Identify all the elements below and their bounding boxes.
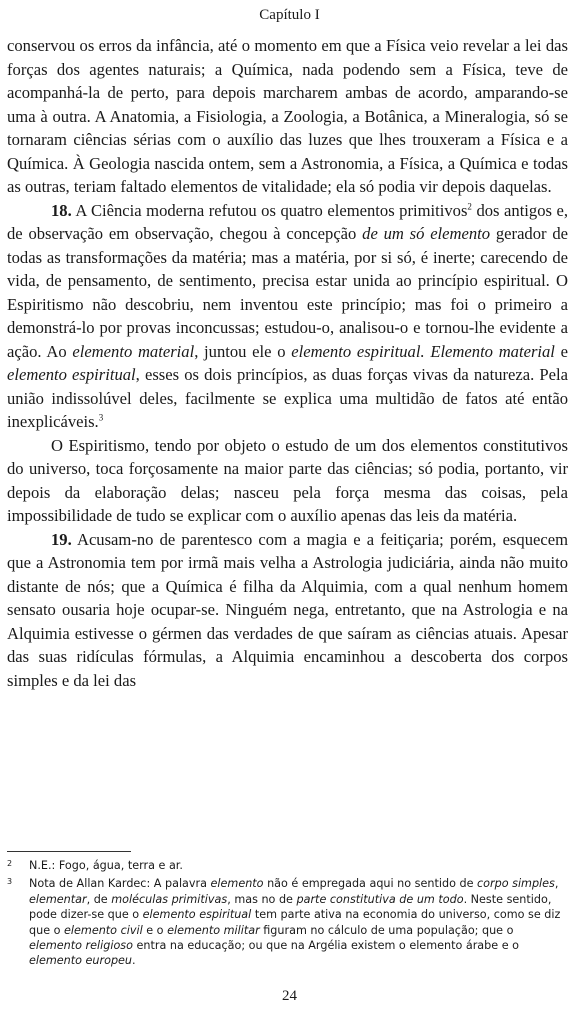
emphasis: elemento civil (64, 923, 143, 937)
text-run: , de (86, 892, 112, 906)
emphasis: elemento (210, 877, 264, 891)
footnotes (7, 858, 568, 972)
paragraph-19 (7, 528, 568, 693)
text-run: tem parte ativa na economia do universo, como se diz que o (29, 908, 561, 937)
paragraph-espiritismo: O Espiritismo, tendo por objeto o estudo de um dos elementos constitutivos do universo, toca forçosamente na maior parte das ciências; só podia, portanto, vir depois da elaboração delas; nasceu pela força mesma das coisas, pela impossibilidade de tudo se explicar com o auxílio apenas das leis da matéria. (7, 435, 568, 525)
footnote-2 (7, 858, 568, 873)
paragraph-number: 19. (51, 529, 72, 549)
footnote-marker: 2 (7, 859, 13, 868)
text-run: , juntou ele o (194, 341, 292, 361)
footnote-ref-3[interactable]: 3 (98, 412, 104, 423)
text-run: . Neste sentido, pode dizer-se que o (29, 892, 552, 922)
emphasis: corpo simples (477, 877, 555, 891)
footnote-text: N.E.: Fogo, água, terra e ar. (29, 859, 183, 872)
body-text (7, 34, 568, 692)
text-run: gerador de todas as transformações da matéria; mas a matéria, por si só, é inerte; carecendo de vida, de pensamento, de sentimento, precisa estar unida ao princípio espiritual. O Espiritismo não descobriu, nem inventou este princípio; mas foi o primeiro a demonstrá-lo por provas inconcussas; estudou-o, analisou-o e tornou-lhe evidente a ação. Ao (7, 224, 568, 361)
emphasis: elemento espiritual (142, 908, 252, 922)
emphasis: elemento europeu (29, 954, 133, 968)
footnote-3 (7, 876, 568, 968)
text-run: dos antigos e, de observação em observação, chegou à concepção (7, 200, 568, 243)
text-run: . (132, 954, 136, 968)
running-header: Capítulo I (259, 7, 320, 23)
text-run: e o (142, 923, 168, 937)
emphasis: elemento militar (167, 923, 260, 937)
emphasis: elemento material (72, 341, 195, 361)
emphasis: elemento espiritual. Elemento material (291, 341, 555, 361)
page-number: 24 (282, 988, 297, 1004)
text-run: , (554, 877, 559, 891)
text-run: , mas no de (227, 892, 297, 906)
emphasis: elemento religioso (29, 939, 133, 953)
text-run: não é empregada aqui no sentido de (263, 877, 478, 891)
emphasis: de um só elemento (362, 224, 491, 243)
emphasis: moléculas primitivas (111, 892, 228, 906)
paragraph-1: conservou os erros da infância, até o momento em que a Física veio revelar a lei das forças dos agentes naturais; a Química, nada podendo sem a Física, teve de acompanhá-la de perto, para depois marcharem ambas de acordo, amparando-se uma à outra. A Anatomia, a Fisiologia, a Zoologia, a Botânica, a Mineralogia, só se tornaram ciências sérias com o auxílio das luzes que lhes trouxeram a Física e a Química. À Geologia nascida ontem, sem a Astronomia, a Física, a Química e todas as outras, teriam faltado elementos de vitalidade; ela só podia vir depois daquelas. (7, 36, 568, 196)
paragraph-18 (7, 199, 568, 434)
footnote-ref-2[interactable]: 2 (467, 200, 472, 211)
paragraph-number: 18. (51, 200, 72, 220)
text-run: e (554, 341, 568, 361)
emphasis: elemento espiritual (7, 365, 136, 384)
text-run: entra na educação; ou que na Argélia existem o elemento árabe e o (132, 939, 519, 953)
text-run: figuram no cálculo de uma população; que o (259, 923, 514, 937)
text-run: Nota de Allan Kardec: A palavra (29, 877, 211, 891)
text-run: , esses os dois princípios, as duas forças vivas da natureza. Pela união indissolúvel deles, facilmente se explica uma multidão de fatos até então inexplicáveis. (7, 365, 568, 431)
emphasis: elementar (29, 892, 87, 906)
footnote-divider (7, 851, 131, 852)
emphasis: parte constitutiva de um todo (296, 892, 464, 906)
text-run: Acusam-no de parentesco com a magia e a feitiçaria; porém, esquecem que a Astronomia tem por irmã mais velha a Astrologia judiciária, ainda não muito distante de nós; que a Química é filha da Alquimia, com a qual nenhum homem sensato ousaria hoje ocupar-se. Ninguém nega, entretanto, que na Astrologia e na Alquimia estivesse o gérmen das verdades de que saíram as ciências atuais. Apesar das suas ridículas fórmulas, a Alquimia encaminhou a descoberta dos corpos simples e da lei das (7, 529, 568, 690)
footnote-marker: 3 (7, 877, 13, 887)
text-run: A Ciência moderna refutou os quatro elementos primitivos (71, 200, 468, 220)
